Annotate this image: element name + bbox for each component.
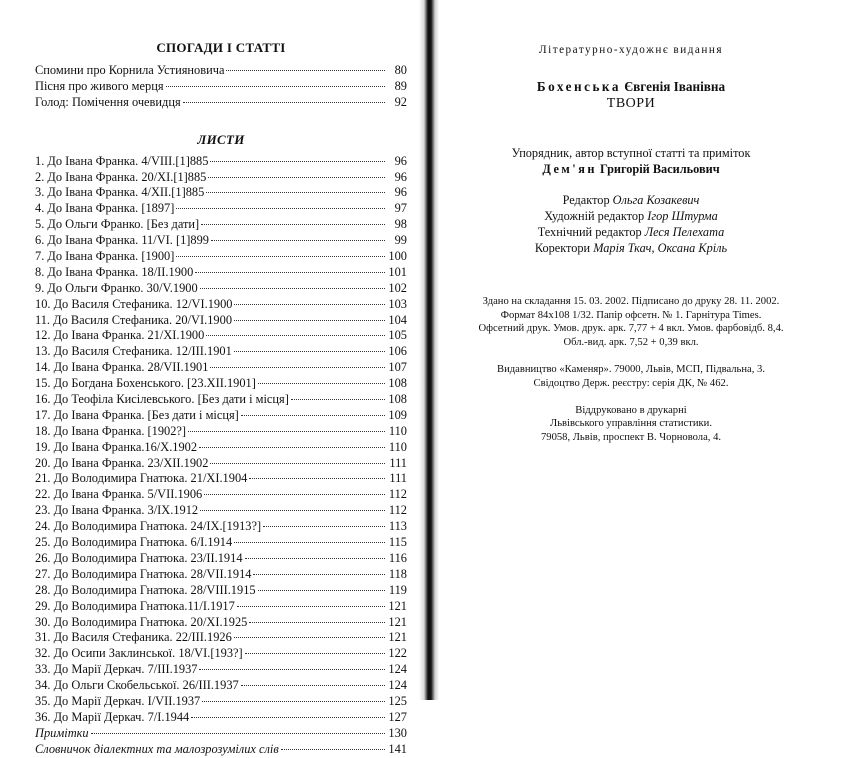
- dot-leader: [263, 526, 385, 527]
- appendix-list: [35, 726, 407, 758]
- toc-entry-letter: [35, 487, 407, 503]
- dot-leader: [234, 304, 385, 305]
- entry-title: 35. До Марії Деркач. І/VII.1937: [35, 693, 201, 708]
- printing-house-info: [445, 404, 817, 445]
- entry-title: 25. До Володимира Гнатюка. 6/І.1914: [35, 535, 233, 550]
- toc-entry-letter: [35, 392, 407, 408]
- entry-title: Спомини про Корнила Устияновича: [35, 63, 225, 77]
- print-detail-line: Здано на складання 15. 03. 2002. Підписано до друку 28. 11. 2002.: [482, 296, 780, 307]
- toc-entry-letter: [35, 615, 407, 631]
- toc-entry-appendix: [35, 742, 407, 758]
- toc-entry-letter: [35, 710, 407, 726]
- dot-leader: [210, 161, 385, 162]
- dot-leader: [245, 558, 385, 559]
- page-number: 97: [394, 201, 407, 216]
- dot-leader: [226, 70, 385, 71]
- entry-title: Пісня про живого мерця: [35, 78, 164, 93]
- page-number: 92: [394, 94, 407, 109]
- dot-leader: [253, 574, 385, 575]
- page-number: 96: [394, 169, 407, 184]
- dot-leader: [183, 102, 385, 103]
- page-number: 121: [388, 598, 407, 613]
- toc-entry-letter: [35, 185, 407, 201]
- staff-line: [445, 208, 817, 224]
- entry-title: 16. До Теофіла Кисілевського. [Без дати і місця]: [35, 392, 289, 407]
- toc-entry-letter: [35, 551, 407, 567]
- page-number: 112: [388, 487, 407, 502]
- page-number: 108: [388, 376, 407, 391]
- dot-leader: [91, 733, 385, 734]
- print-details: [445, 295, 817, 349]
- staff-line: [445, 192, 817, 208]
- entry-title: 18. До Івана Франка. [1902?]: [35, 423, 187, 438]
- dot-leader: [199, 669, 385, 670]
- toc-entry-letter: [35, 567, 407, 583]
- dot-leader: [208, 177, 385, 178]
- printing-house-line: 79058, Львів, проспект В. Чорновола, 4.: [540, 431, 722, 443]
- page-number: 118: [388, 566, 407, 581]
- page-number: 112: [388, 503, 407, 518]
- entry-title: 23. До Івана Франка. 3/ІХ.1912: [35, 503, 199, 518]
- dot-leader: [210, 463, 385, 464]
- entry-title: 1. До Івана Франка. 4/VIII.[1]885: [35, 153, 209, 168]
- staff-line: [445, 240, 817, 256]
- staff-role: Редактор: [562, 193, 610, 207]
- toc-entry-letter: [35, 440, 407, 456]
- dot-leader: [206, 335, 385, 336]
- dot-leader: [195, 272, 385, 273]
- entry-title: 10. До Василя Стефаника. 12/VI.1900: [35, 296, 233, 311]
- compiler-role: Упорядник, автор вступної статті та приміток: [511, 146, 751, 160]
- entry-title: 9. До Ольги Франко. 30/V.1900: [35, 280, 198, 295]
- entry-title: 32. До Осипи Заклинської. 18/VI.[193?]: [35, 646, 243, 661]
- entry-title: 11. До Василя Стефаника. 20/VI.1900: [35, 312, 233, 327]
- entry-title: 28. До Володимира Гнатюка. 28/VIII.1915: [35, 582, 256, 597]
- page-number: 105: [388, 328, 407, 343]
- entry-title: 8. До Івана Франка. 18/ІІ.1900: [35, 264, 194, 279]
- toc-entry-letter: [35, 662, 407, 678]
- staff-name: Леся Пелехата: [644, 225, 725, 239]
- page-number: 107: [388, 360, 407, 375]
- entry-title: 30. До Володимира Гнатюка. 20/ХІ.1925: [35, 614, 248, 629]
- page-number: 109: [388, 407, 407, 422]
- section-heading-letters: ЛИСТИ: [197, 131, 245, 147]
- toc-entry-letter: [35, 376, 407, 392]
- dot-leader: [211, 240, 385, 241]
- compiler-surname: Дем'ян: [542, 162, 597, 176]
- page-number: 121: [388, 614, 407, 629]
- toc-entry: [35, 63, 407, 79]
- entry-title: 15. До Богдана Бохенського. [23.ХІІ.1901]: [35, 376, 256, 391]
- dot-leader: [234, 542, 385, 543]
- dot-leader: [210, 367, 385, 368]
- page-number: 124: [388, 662, 407, 677]
- publisher-line: Видавництво «Каменяр». 79000, Львів, МСП, Підвальна, 3.: [497, 364, 765, 376]
- entry-title: 33. До Марії Деркач. 7/ІІІ.1937: [35, 662, 198, 677]
- dot-leader: [249, 622, 385, 623]
- memoirs-list: [35, 63, 407, 111]
- page-number: 121: [388, 630, 407, 645]
- entry-title: 13. До Василя Стефаника. 12/ІІІ.1901: [35, 344, 232, 359]
- page-number: 116: [388, 550, 407, 565]
- toc-entry-letter: [35, 297, 407, 313]
- dot-leader: [166, 86, 385, 87]
- toc-entry-letter: [35, 646, 407, 662]
- print-detail-line: Обл.-вид. арк. 7,52 + 0,39 вкл.: [563, 336, 699, 348]
- dot-leader: [199, 447, 385, 448]
- entry-title: 5. До Ольги Франко. [Без дати]: [35, 217, 200, 232]
- toc-entry-letter: [35, 249, 407, 265]
- toc-entry-letter: [35, 313, 407, 329]
- dot-leader: [237, 606, 385, 607]
- toc-entry-letter: [35, 281, 407, 297]
- dot-leader: [245, 653, 385, 654]
- dot-leader: [258, 590, 385, 591]
- toc-entry-letter: [35, 535, 407, 551]
- page-number: 98: [394, 217, 407, 232]
- page-number: 124: [388, 678, 407, 693]
- toc-entry: [35, 95, 407, 111]
- entry-title: 22. До Івана Франка. 5/VII.1906: [35, 487, 203, 502]
- toc-entry-letter: [35, 265, 407, 281]
- staff-name: Ігор Штурма: [647, 209, 718, 223]
- toc-entry-letter: [35, 519, 407, 535]
- entry-title: 29. До Володимира Гнатюка.11/І.1917: [35, 598, 235, 613]
- page-number: 125: [388, 693, 407, 708]
- toc-entry-letter: [35, 424, 407, 440]
- page-number: 141: [388, 741, 407, 756]
- page-number: 110: [388, 423, 407, 438]
- dot-leader: [258, 383, 385, 384]
- compiler-given-names: Григорій Васильович: [600, 162, 720, 176]
- entry-title: 27. До Володимира Гнатюка. 28/VII.1914: [35, 566, 252, 581]
- toc-entry-letter: [35, 456, 407, 472]
- dot-leader: [188, 431, 385, 432]
- page-number: 113: [388, 519, 407, 534]
- entry-title: 14. До Івана Франка. 28/VII.1901: [35, 360, 209, 375]
- entry-title: 19. До Івана Франка.16/Х.1902: [35, 439, 198, 454]
- dot-leader: [291, 399, 385, 400]
- dot-leader: [191, 717, 385, 718]
- page-number: 111: [389, 455, 407, 470]
- publisher-info: [445, 363, 817, 390]
- toc-entry-letter: [35, 344, 407, 360]
- entry-title: Словничок діалектних та малозрозумілих слів: [35, 741, 279, 756]
- book-spine: [419, 0, 439, 700]
- entry-title: 7. До Івана Франка. [1900]: [35, 249, 175, 264]
- entry-title: 20. До Івана Франка. 23/ХІІ.1902: [35, 455, 209, 470]
- page-number: 104: [388, 312, 407, 327]
- toc-entry-letter: [35, 630, 407, 646]
- entry-title: 6. До Івана Франка. 11/VI. [1]899: [35, 233, 209, 248]
- entry-title: 36. До Марії Деркач. 7/І.1944: [35, 709, 190, 724]
- page-number: 89: [394, 78, 407, 93]
- dot-leader: [241, 415, 385, 416]
- dot-leader: [201, 224, 385, 225]
- page-number: 96: [394, 185, 407, 200]
- page-number: 101: [388, 264, 407, 279]
- page-number: 108: [388, 392, 407, 407]
- entry-title: 17. До Івана Франка. [Без дати і місця]: [35, 407, 239, 422]
- entry-title: 24. До Володимира Гнатюка. 24/ІХ.[1913?]: [35, 519, 262, 534]
- page-number: 99: [394, 233, 407, 248]
- entry-title: 12. До Івана Франка. 21/ХІ.1900: [35, 328, 205, 343]
- toc-entry-letter: [35, 599, 407, 615]
- toc-entry-letter: [35, 583, 407, 599]
- dot-leader: [206, 192, 385, 193]
- toc-entry-letter: [35, 503, 407, 519]
- toc-entry-letter: [35, 170, 407, 186]
- staff-line: [445, 224, 817, 240]
- page-number: 122: [388, 646, 407, 661]
- page-number: 102: [388, 280, 407, 295]
- dot-leader: [234, 320, 385, 321]
- dot-leader: [200, 288, 385, 289]
- page-number: 130: [388, 725, 407, 740]
- table-of-contents-page: [35, 0, 407, 758]
- dot-leader: [241, 685, 385, 686]
- entry-title: Голод: Помічення очевидця: [35, 94, 181, 109]
- entry-title: 4. До Івана Франка. [1897]: [35, 201, 175, 216]
- print-detail-line: Офсетний друк. Умов. друк. арк. 7,77 + 4 вкл. Умов. фарбовідб. 8,4.: [478, 323, 784, 335]
- staff-name: Ольга Козакевич: [612, 193, 700, 207]
- entry-title: Примітки: [35, 725, 89, 740]
- staff-role: Технічний редактор: [537, 225, 642, 239]
- toc-entry-letter: [35, 201, 407, 217]
- compiler-name: [445, 162, 817, 177]
- toc-entry-letter: [35, 678, 407, 694]
- toc-entry-letter: [35, 694, 407, 710]
- page-number: 80: [394, 63, 407, 77]
- entry-title: 21. До Володимира Гнатюка. 21/ХІ.1904: [35, 471, 248, 486]
- editorial-staff: [445, 192, 817, 256]
- dot-leader: [234, 637, 385, 638]
- toc-entry-appendix: [35, 726, 407, 742]
- staff-role: Художній редактор: [544, 209, 645, 223]
- edition-line: Літературно-художнє видання: [539, 44, 723, 56]
- page-number: 115: [388, 535, 407, 550]
- dot-leader: [204, 494, 385, 495]
- author-surname: Бохенська: [536, 79, 621, 94]
- page-number: 106: [388, 344, 407, 359]
- letters-list: [35, 154, 407, 726]
- toc-entry-letter: [35, 154, 407, 170]
- toc-entry-letter: [35, 328, 407, 344]
- page-number: 100: [388, 249, 407, 264]
- author-given-names: Євгенія Іванівна: [624, 79, 726, 94]
- toc-entry-letter: [35, 217, 407, 233]
- printing-house-line: Віддруковано в друкарні: [575, 404, 687, 416]
- printing-house-line: Львівського управління статистики.: [550, 418, 712, 430]
- entry-title: 26. До Володимира Гнатюка. 23/ІІ.1914: [35, 550, 243, 565]
- page-number: 111: [389, 471, 407, 486]
- toc-entry-letter: [35, 471, 407, 487]
- book-title: ТВОРИ: [606, 96, 656, 111]
- toc-entry-letter: [35, 360, 407, 376]
- staff-role: Коректори: [534, 241, 591, 255]
- dot-leader: [202, 701, 385, 702]
- entry-title: 34. До Ольги Скобельської. 26/ІІІ.1937: [35, 678, 239, 693]
- page-number: 96: [394, 153, 407, 168]
- toc-entry-letter: [35, 233, 407, 249]
- print-detail-line: Формат 84х108 1/32. Папір офсетн. № 1. Гарнітура Times.: [500, 309, 762, 321]
- dot-leader: [176, 256, 385, 257]
- entry-title: 31. До Василя Стефаника. 22/ІІІ.1926: [35, 630, 232, 645]
- dot-leader: [249, 478, 385, 479]
- dot-leader: [200, 510, 385, 511]
- toc-entry-letter: [35, 408, 407, 424]
- publisher-line: Свідоцтво Держ. реєстру: серія ДК, № 462.: [533, 377, 729, 389]
- entry-title: 3. До Івана Франка. 4/ХІІ.[1]885: [35, 185, 205, 200]
- page-number: 119: [388, 582, 407, 597]
- page-number: 110: [388, 439, 407, 454]
- entry-title: 2. До Івана Франка. 20/ХІ.[1]885: [35, 169, 207, 184]
- staff-name: Марія Ткач, Оксана Кріль: [593, 241, 728, 255]
- dot-leader: [234, 351, 385, 352]
- author-name: [445, 79, 817, 95]
- dot-leader: [281, 749, 385, 750]
- page-number: 103: [388, 296, 407, 311]
- dot-leader: [176, 208, 385, 209]
- toc-entry: [35, 79, 407, 95]
- section-heading-memoirs: СПОГАДИ І СТАТТІ: [156, 40, 286, 55]
- imprint-page: [445, 0, 817, 444]
- page-number: 127: [388, 709, 407, 724]
